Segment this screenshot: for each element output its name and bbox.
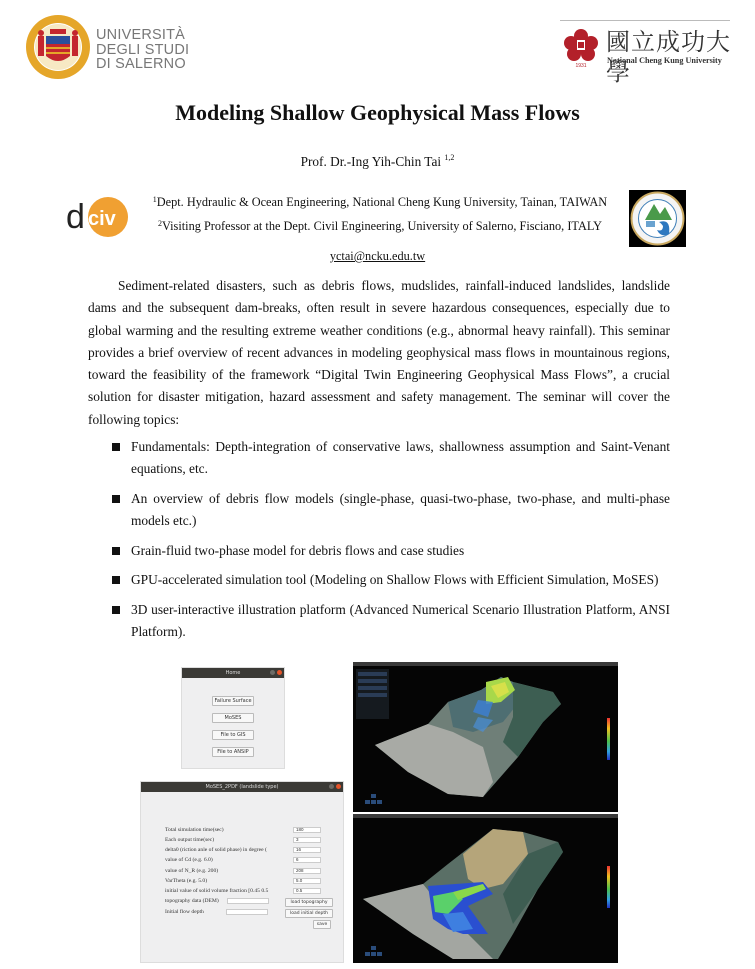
abstract-paragraph: Sediment-related disasters, such as debris flows, mudslides, rainfall-induced landslides, landslide dams and the subsequent dam-breaks, often result in severe hazardous consequences, especially due to global warming and the resulting extreme weather conditions (e.g., abnormal heavy rainfall). This seminar provides a brief overview of recent advances in modeling geophysical mass flows in mountainous regions, toward the feasibility of the framework “Digital Twin Engineering Geophysical Mass Flows”, a crucial solution for disaster mitigation, hazard assessment and safety management. The seminar will cover the following topics: bbox=[88, 278, 670, 427]
solid-fraction-input[interactable]: 0.5 bbox=[293, 888, 321, 894]
unisa-line-2: DEGLI STUDI bbox=[96, 41, 190, 58]
terrain-render-deposit bbox=[353, 814, 618, 963]
moses-button[interactable]: MoSES bbox=[212, 713, 254, 723]
field-label-total-time: Total simulation time(sec) bbox=[165, 827, 224, 833]
unisa-line-3: DI SALERNO bbox=[96, 56, 186, 72]
topic-text: Fundamentals: Depth-integration of conservative laws, shallowness assumption and Saint-Venant equations, etc. bbox=[131, 439, 670, 477]
load-initial-depth-button[interactable]: load initial depth bbox=[285, 909, 333, 918]
field-label-cd: value of Cd (e.g. 6.0) bbox=[165, 857, 213, 863]
topic-text: 3D user-interactive illustration platform (Advanced Numerical Scenario Illustration Platform, ANSI Platform). bbox=[131, 601, 670, 640]
home-window-screenshot bbox=[181, 667, 285, 769]
field-label-solid-fraction: initial value of solid volume fraction [0.45 0.5 bbox=[165, 888, 269, 894]
author-superscript: 1,2 bbox=[444, 153, 455, 162]
delta0-input[interactable]: 16 bbox=[293, 847, 321, 853]
affiliation-1-mark: 1 bbox=[152, 195, 157, 204]
camera-nav-buttons[interactable] bbox=[365, 794, 383, 808]
camera-nav-buttons[interactable] bbox=[365, 946, 383, 960]
vartheta-input[interactable]: 5.0 bbox=[293, 878, 321, 884]
home-window-titlebar bbox=[182, 668, 284, 678]
square-bullet-icon bbox=[112, 576, 120, 584]
moses-window-titlebar bbox=[141, 782, 343, 792]
topic-text: GPU-accelerated simulation tool (Modeling on Shallow Flows with Efficient Simulation, MoSES) bbox=[131, 572, 659, 588]
cd-input[interactable]: 6 bbox=[293, 857, 321, 863]
load-topography-button[interactable]: load topography bbox=[285, 898, 333, 907]
close-icon[interactable] bbox=[277, 670, 282, 675]
moses-window-screenshot bbox=[140, 781, 344, 963]
field-label-vartheta: VarTheta (e.g. 5.0) bbox=[165, 878, 208, 884]
terrain-mesh bbox=[353, 662, 618, 812]
field-label-topography: topography data (DEM) bbox=[165, 898, 219, 904]
affiliation-2 bbox=[140, 219, 620, 234]
field-label-output-time: Each output time(sec) bbox=[165, 837, 215, 843]
square-bullet-icon bbox=[112, 547, 120, 555]
field-label-nr: value of N_R (e.g. 200) bbox=[165, 868, 219, 874]
save-button[interactable]: save bbox=[313, 920, 331, 929]
square-bullet-icon bbox=[112, 443, 120, 451]
nr-input[interactable]: 208 bbox=[293, 868, 321, 874]
file-to-gis-button[interactable]: File to GIS bbox=[212, 730, 254, 740]
email-line bbox=[0, 249, 755, 264]
square-bullet-icon bbox=[112, 606, 120, 614]
affiliation-1 bbox=[140, 195, 620, 210]
initial-depth-path-input[interactable] bbox=[226, 909, 268, 915]
terrain-mesh bbox=[353, 814, 618, 963]
svg-text:d: d bbox=[66, 198, 85, 236]
author-line bbox=[0, 153, 755, 170]
dciv-logo bbox=[66, 195, 128, 239]
topic-item bbox=[110, 436, 670, 481]
square-bullet-icon bbox=[112, 495, 120, 503]
minimize-icon[interactable] bbox=[270, 670, 275, 675]
topic-item bbox=[110, 540, 670, 562]
terrain-render-initial bbox=[353, 662, 618, 812]
unisa-line-1: UNIVERSITÀ bbox=[96, 27, 186, 43]
ncku-plum-blossom-emblem bbox=[563, 28, 599, 68]
affiliation-1-text: Dept. Hydraulic & Ocean Engineering, National Cheng Kung University, Tainan, TAIWAN bbox=[156, 195, 608, 209]
total-time-input[interactable]: 180 bbox=[293, 827, 321, 833]
color-scale-bar bbox=[607, 866, 610, 908]
email-link[interactable]: yctai@ncku.edu.tw bbox=[329, 249, 426, 263]
affiliation-2-text: Visiting Professor at the Dept. Civil Engineering, University of Salerno, Fisciano, ITALY bbox=[161, 219, 602, 233]
topic-text: An overview of debris flow models (single-phase, quasi-two-phase, two-phase, and multi-phase models etc.) bbox=[131, 490, 670, 529]
topic-item bbox=[110, 488, 670, 533]
ncku-english-name: National Cheng Kung University bbox=[607, 56, 722, 65]
output-time-input[interactable]: 3 bbox=[293, 837, 321, 843]
university-of-salerno-seal-logo bbox=[25, 14, 91, 80]
topic-item bbox=[110, 599, 670, 644]
close-icon[interactable] bbox=[336, 784, 341, 789]
topic-text: Grain-fluid two-phase model for debris flows and case studies bbox=[131, 542, 465, 558]
file-to-ansip-button[interactable]: File to ANSIP bbox=[212, 747, 254, 757]
university-of-salerno-wordmark bbox=[96, 28, 189, 72]
failure-surface-button[interactable]: Failure Surface bbox=[212, 696, 254, 706]
svg-text:1931: 1931 bbox=[575, 63, 587, 68]
topic-item bbox=[110, 569, 670, 591]
color-scale-bar bbox=[607, 718, 610, 760]
topics-list bbox=[110, 436, 670, 651]
author-name: Prof. Dr.-Ing Yih-Chin Tai bbox=[300, 154, 442, 169]
affiliation-2-mark: 2 bbox=[157, 219, 162, 228]
home-window-title: Home bbox=[225, 670, 241, 676]
department-seal-logo bbox=[629, 190, 686, 247]
svg-text:civ: civ bbox=[88, 208, 116, 230]
topography-path-input[interactable] bbox=[227, 898, 269, 904]
field-label-initial-depth: Initial flow depth bbox=[165, 909, 204, 915]
minimize-icon[interactable] bbox=[329, 784, 334, 789]
moses-window-title: MoSES_2PDF (landslide type) bbox=[205, 784, 279, 790]
field-label-delta0: delta0 (riction anle of solid phase) in degree ( bbox=[165, 847, 267, 853]
ncku-chinese-name: 國立成功大學 bbox=[606, 28, 731, 86]
page-title: Modeling Shallow Geophysical Mass Flows bbox=[175, 100, 580, 125]
ncku-divider-line bbox=[560, 20, 730, 21]
